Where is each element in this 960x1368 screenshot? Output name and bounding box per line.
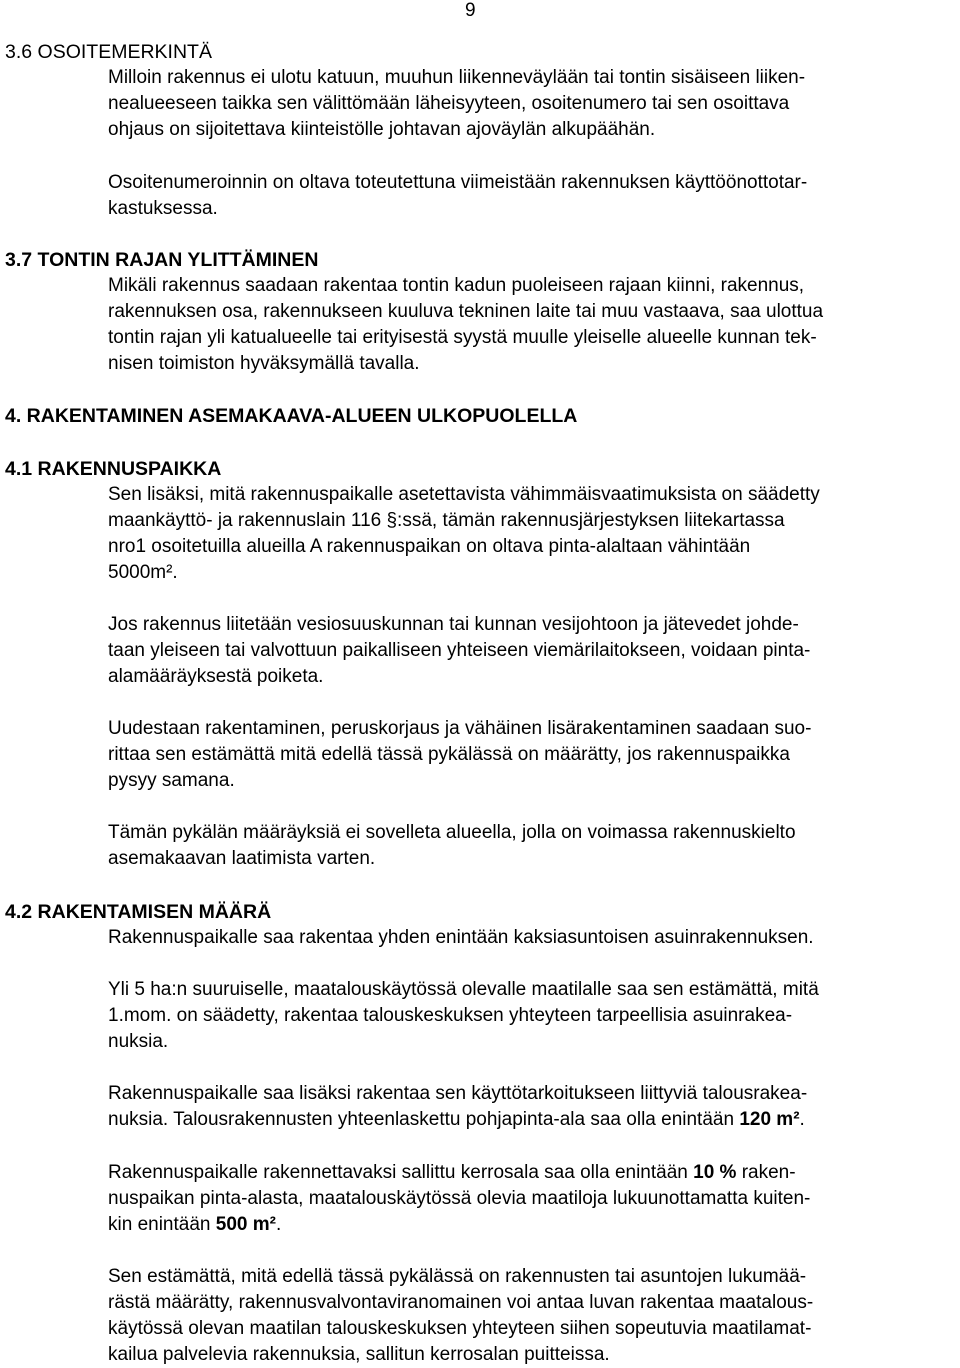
paragraph-3-6-2 [108, 170, 960, 222]
section-heading-3-7: 3.7 TONTIN RAJAN YLITTÄMINEN [5, 249, 319, 271]
section-heading-4-2: 4.2 RAKENTAMISEN MÄÄRÄ [5, 901, 272, 923]
text-line [108, 1107, 960, 1133]
text-run: . [275, 1214, 282, 1235]
section-heading-4-1: 4.1 RAKENNUSPAIKKA [5, 458, 222, 480]
text-line: kailua palvelevia rakennuksia, sallitun kerrosalan puitteissa. [108, 1344, 610, 1365]
paragraph-4-1-3 [108, 716, 960, 794]
text-line: nealueeseen taikka sen välittömään läheisyyteen, osoitenumero tai sen osoittava [108, 93, 790, 114]
text-line: käytössä olevan maatilan talouskeskuksen yhteyteen siihen sopeutuvia maatilamat- [108, 1318, 812, 1339]
paragraph-4-2-1 [108, 925, 960, 951]
section-heading-3-6: 3.6 OSOITEMERKINTÄ [5, 41, 212, 63]
text-line: kastuksessa. [108, 198, 218, 219]
text-line: rästä määrätty, rakennusvalvontaviranomainen voi antaa luvan rakentaa maatalous- [108, 1292, 814, 1313]
text-line: rakennuksen osa, rakennukseen kuuluva tekninen laite tai muu vastaava, saa ulottua [108, 301, 824, 322]
paragraph-4-1-4 [108, 820, 960, 872]
text-line: Sen estämättä, mitä edellä tässä pykälässä on rakennusten tai asuntojen lukumää- [108, 1266, 807, 1287]
text-line: Uudestaan rakentaminen, peruskorjaus ja vähäinen lisärakentaminen saadaan suo- [108, 718, 812, 739]
text-line: tontin rajan yli katualueelle tai erityisestä syystä muulle yleiselle alueelle kunnan tek- [108, 327, 817, 348]
text-line: pysyy samana. [108, 770, 235, 791]
paragraph-3-7-1 [108, 273, 960, 377]
paragraph-4-1-1 [108, 482, 960, 586]
text-line: rittaa sen estämättä mitä edellä tässä pykälässä on määrätty, jos rakennuspaikka [108, 744, 790, 765]
text-run: nuksia. Talousrakennusten yhteenlaskettu pohjapinta-ala saa olla enintään [108, 1109, 740, 1130]
text-line: Tämän pykälän määräyksiä ei sovelleta alueella, jolla on voimassa rakennuskielto [108, 822, 796, 843]
paragraph-4-2-3 [108, 1081, 960, 1133]
text-line [108, 1160, 960, 1186]
text-line: alamääräyksestä poiketa. [108, 666, 324, 687]
text-line: Rakennuspaikalle saa rakentaa yhden enintään kaksiasuntoisen asuinrakennuksen. [108, 927, 814, 948]
text-run: raken- [736, 1162, 796, 1183]
text-line: Rakennuspaikalle saa lisäksi rakentaa sen käyttötarkoitukseen liittyviä talousrakea- [108, 1083, 808, 1104]
text-run: Rakennuspaikalle rakennettavaksi sallittu kerrosala saa olla enintään [108, 1162, 694, 1183]
page-number: 9 [465, 0, 476, 21]
text-line: nisen toimiston hyväksymällä tavalla. [108, 353, 420, 374]
text-line: nro1 osoitetuilla alueilla A rakennuspaikan on oltava pinta-alaltaan vähintään [108, 536, 751, 557]
text-line: 5000m². [108, 562, 178, 583]
text-line: asemakaavan laatimista varten. [108, 848, 376, 869]
paragraph-4-2-2 [108, 977, 960, 1055]
paragraph-3-6-1 [108, 65, 960, 143]
text-line: taan yleiseen tai valvottuun paikalliseen yhteiseen viemärilaitokseen, voidaan pinta- [108, 640, 811, 661]
text-line: Mikäli rakennus saadaan rakentaa tontin kadun puoleiseen rajaan kiinni, rakennus, [108, 275, 805, 296]
section-heading-4: 4. RAKENTAMINEN ASEMAKAAVA-ALUEEN ULKOPUOLELLA [5, 405, 578, 427]
text-line: ohjaus on sijoitettava kiinteistölle johtavan ajoväylän alkupäähän. [108, 119, 656, 140]
text-line: nuspaikan pinta-alasta, maatalouskäytössä olevia maatiloja lukuunottamatta kuiten- [108, 1188, 811, 1209]
text-run: kin enintään [108, 1214, 216, 1235]
text-run: . [799, 1109, 805, 1130]
text-line: Yli 5 ha:n suuruiselle, maatalouskäytössä olevalle maatilalle saa sen estämättä, mitä [108, 979, 819, 1000]
bold-value: 500 m² [215, 1214, 276, 1235]
text-line: Jos rakennus liitetään vesiosuuskunnan tai kunnan vesijohtoon ja jätevedet johde- [108, 614, 799, 635]
text-line [108, 1212, 960, 1238]
text-line: Sen lisäksi, mitä rakennuspaikalle asetettavista vähimmäisvaatimuksista on säädetty [108, 484, 820, 505]
paragraph-4-1-2 [108, 612, 960, 690]
text-line: nuksia. [108, 1031, 169, 1052]
paragraph-4-2-5 [108, 1264, 960, 1368]
text-line: Osoitenumeroinnin on oltava toteutettuna viimeistään rakennuksen käyttöönottotar- [108, 172, 808, 193]
text-line: maankäyttö- ja rakennuslain 116 §:ssä, tämän rakennusjärjestyksen liitekartassa [108, 510, 785, 531]
text-line: 1.mom. on säädetty, rakentaa talouskeskuksen yhteyteen tarpeellisia asuinrakea- [108, 1005, 793, 1026]
text-line: Milloin rakennus ei ulotu katuun, muuhun liikenneväylään tai tontin sisäiseen liiken- [108, 67, 806, 88]
bold-value: 120 m² [739, 1109, 800, 1130]
paragraph-4-2-4 [108, 1160, 960, 1238]
bold-value: 10 % [693, 1162, 737, 1183]
